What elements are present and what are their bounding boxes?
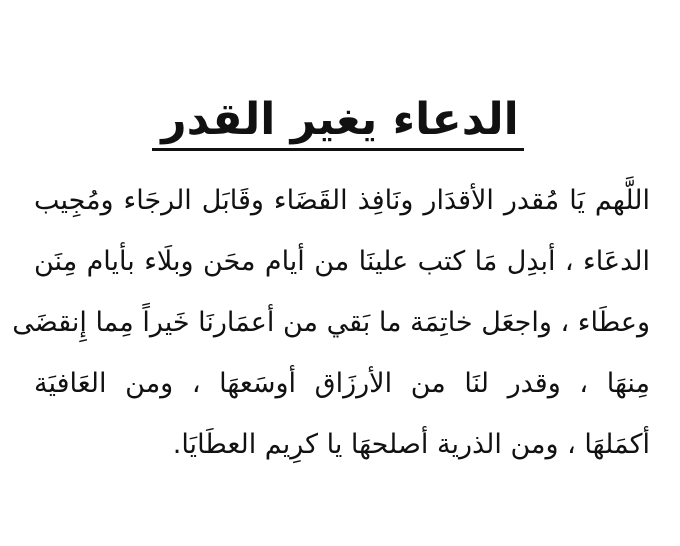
text-line: اللَّهم يَا مُقدر الأقدَار ونَافِذ القَضَاء وقَابَل الرجَاء ومُجِيب [34,185,650,216]
prayer-text [12,170,650,475]
page-title: الدعاء يغير القدر [161,94,519,145]
title-underline [152,148,524,151]
text-line: مِنهَا ، وقدر لنَا من الأرزَاق أوسَعهَا ، ومن العَافيَة [34,368,650,399]
text-line: أكمَلهَا ، ومن الذرية أصلحهَا يا كرِيم العطَايَا. [172,429,650,460]
text-line: الدعَاء ، أبدِل مَا كتب علينَا من أيام محَن وبلَاء بأيام مِنَن [34,246,650,277]
text-line: وعطَاء ، واجعَل خاتِمَة ما بَقي من أعمَارنَا خَيراً مِما إِنقضَى [12,307,650,338]
